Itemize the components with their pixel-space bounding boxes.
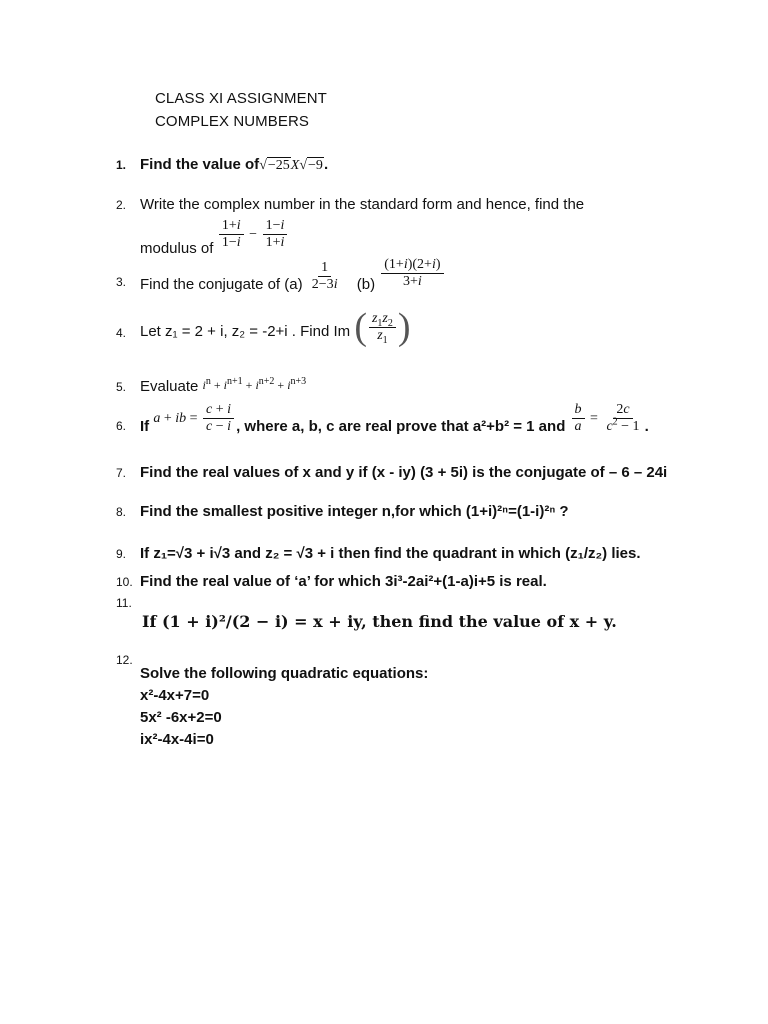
question-5 — [116, 378, 748, 395]
question-text: Evaluate — [140, 378, 199, 395]
question-number: 8. — [116, 505, 127, 519]
question-12-text: Solve the following quadratic equations: — [140, 665, 429, 682]
question-text: Find the real value of ‘a’ for which 3i³-2ai²+(1-a)i+5 is real. — [140, 573, 547, 590]
question-tail: . — [644, 418, 649, 435]
math-modulus-expr: $\frac{1+i}{1-i}$ − $\frac{1-i}{1+i}$ — [213, 227, 289, 242]
question-number: 2. — [116, 198, 127, 212]
question-8 — [116, 503, 748, 520]
math-sqrt-product: √−25X√−9 — [259, 158, 323, 173]
question-text: If — [140, 418, 150, 435]
question-text: Find the value of — [140, 156, 260, 173]
question-number: 7. — [116, 466, 127, 480]
question-number: 4. — [116, 326, 127, 340]
question-number: 6. — [116, 419, 127, 433]
question-6 — [116, 402, 748, 435]
question-text-2: modulus of — [140, 240, 214, 257]
question-4 — [116, 308, 748, 346]
question-text: If z₁=√3 + i√3 and z₂ = √3 + i then find the quadrant in which (z₁/z₂) lies. — [140, 545, 641, 562]
question-9 — [116, 545, 748, 562]
header-line-class: CLASS XI ASSIGNMENT — [155, 90, 327, 107]
math-a-plus-ib: a + ib = $\frac{c + i}{c - i}$ — [153, 411, 236, 426]
question-number: 9. — [116, 547, 127, 561]
header-line-subject: COMPLEX NUMBERS — [155, 113, 310, 130]
question-2-line-2 — [140, 218, 748, 257]
question-middle: , where a, b, c are real prove that a²+b² = 1 and — [236, 418, 566, 435]
question-2 — [116, 196, 748, 213]
question-text: Write the complex number in the standard form and hence, find the — [140, 196, 585, 213]
math-conjugate-a: $\frac{1}{2-3i}$ — [311, 260, 338, 292]
math-if-expr: If (1 + i)²/(2 − i) = x + iy, then find the value of x + y. — [142, 612, 617, 631]
question-11-number-row — [116, 594, 748, 611]
question-1 — [116, 156, 748, 174]
question-text: Find the real values of x and y if (x - iy) (3 + 5i) is the conjugate of – 6 – 24i — [140, 464, 668, 481]
question-number: 5. — [116, 380, 127, 394]
question-text: Let z₁ = 2 + i, z₂ = -2+i . Find Im — [140, 323, 351, 340]
equation-3: ix²-4x-4i=0 — [140, 731, 214, 748]
question-number: 11. — [116, 596, 132, 610]
question-tail: . — [323, 156, 329, 173]
math-b-over-a: $\frac{b}{a}$ = $\frac{2c}{c^2 - 1}$ — [570, 411, 645, 426]
question-number: 3. — [116, 275, 127, 289]
question-text: Find the smallest positive integer n,for which (1+i)²ⁿ=(1-i)²ⁿ ? — [140, 503, 569, 520]
question-11 — [142, 612, 617, 631]
question-number: 10. — [116, 575, 133, 589]
question-10 — [116, 573, 748, 590]
math-im-expr: ( $\frac{z_1z_2}{\overline{z}_1}$ ) — [354, 306, 411, 348]
math-conjugate-b: $\frac{(1+i)(2+i)}{3+i}$ — [379, 269, 445, 284]
equation-2: 5x² -6x+2=0 — [140, 709, 222, 726]
math-evaluate-expr: in + in+1 + in+2 + in+3 — [202, 376, 307, 392]
question-number: 12. — [116, 653, 133, 667]
equation-1: x²-4x+7=0 — [140, 687, 210, 704]
question-number: 1. — [116, 158, 127, 172]
question-3 — [116, 257, 748, 293]
question-text: Find the conjugate of (a) — [140, 276, 303, 293]
part-b-label: (b) — [356, 276, 376, 293]
question-7 — [116, 464, 748, 481]
